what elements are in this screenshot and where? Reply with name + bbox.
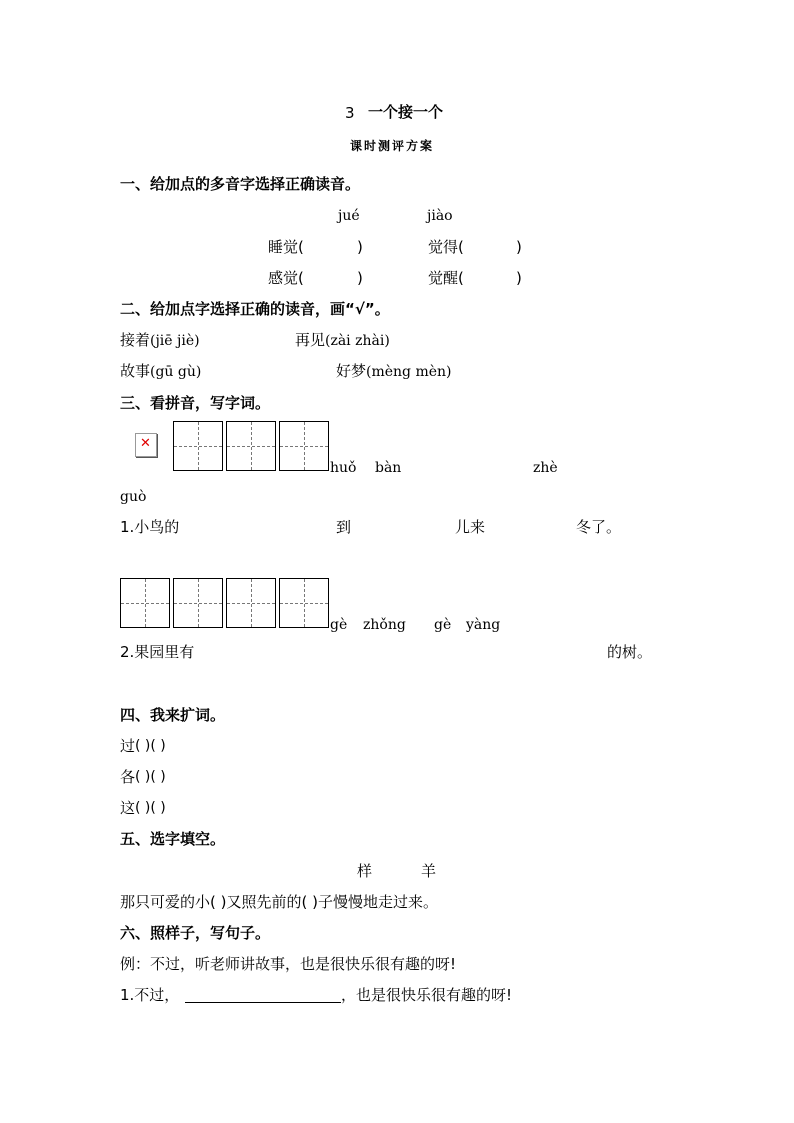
pinyin-ge-2: gè	[434, 617, 452, 633]
word-haomeng: 好梦	[336, 362, 367, 380]
word-juede: 觉得(	[428, 238, 464, 256]
section6-heading: 六、照样子，写句子。	[120, 924, 271, 942]
sentence2-part1: 2.果园里有	[120, 643, 195, 661]
word-zaijian: 再见	[295, 331, 326, 349]
choice-yang-pattern: 样	[357, 862, 373, 880]
choice-yang-sheep: 羊	[421, 862, 437, 880]
sentence1-part1: 1.小鸟的	[120, 518, 180, 536]
expand-blanks[interactable]: ( )( )	[135, 738, 166, 754]
pinyin-huo: huǒ	[330, 460, 357, 476]
close-paren: )	[357, 269, 363, 287]
item-start: 1.不过，	[120, 986, 180, 1004]
fill-sentence: 那只可爱的小( )又照先前的( )子慢慢地走过来。	[120, 893, 438, 911]
broken-image-icon: ✕	[135, 433, 157, 457]
writing-grid-box[interactable]	[226, 578, 276, 628]
section5-heading: 五、选字填空。	[120, 830, 226, 848]
close-paren: )	[516, 238, 522, 256]
expand-char-ge: 各	[120, 768, 136, 786]
close-paren: )	[516, 269, 522, 287]
pinyin-option-jue: jué	[338, 208, 360, 224]
pinyin-guo: guò	[120, 489, 147, 505]
pinyin-zhe: zhè	[533, 460, 558, 476]
writing-grid-box[interactable]	[226, 421, 276, 471]
section4-heading: 四、我来扩词。	[120, 706, 226, 724]
writing-grid-box[interactable]	[279, 421, 329, 471]
writing-grid-box[interactable]	[173, 578, 223, 628]
page-title: 一个接一个	[368, 103, 444, 121]
expand-blanks[interactable]: ( )( )	[135, 769, 166, 785]
sentence1-part2: 到	[336, 518, 352, 536]
writing-grid-box[interactable]	[173, 421, 223, 471]
sentence1-part4: 冬了。	[576, 518, 622, 536]
answer-line[interactable]	[185, 1002, 341, 1003]
sentence2-part2: 的树。	[607, 643, 653, 661]
section3-heading: 三、看拼音，写字词。	[120, 394, 271, 412]
pinyin-yang: yàng	[466, 617, 501, 633]
sentence1-part3: 儿来	[455, 518, 486, 536]
expand-char-zhe: 这	[120, 799, 136, 817]
word-shuijiao: 睡觉(	[268, 238, 304, 256]
word-jiezhe: 接着	[120, 331, 151, 349]
choices-gushi: (gū gù)	[150, 364, 202, 380]
item-end: ，也是很快乐很有趣的呀!	[341, 986, 513, 1004]
writing-grid-box[interactable]	[279, 578, 329, 628]
pinyin-option-jiao: jiào	[427, 208, 453, 224]
word-gushi: 故事	[120, 362, 151, 380]
lesson-number: 3	[345, 104, 355, 122]
section2-heading: 二、给加点字选择正确的读音，画“√”。	[120, 300, 390, 318]
word-ganjue: 感觉(	[268, 269, 304, 287]
pinyin-ban: bàn	[375, 460, 402, 476]
expand-char-guo: 过	[120, 737, 136, 755]
pinyin-zhong: zhǒng	[363, 617, 406, 633]
page-subtitle: 课时测评方案	[350, 139, 435, 153]
section1-heading: 一、给加点的多音字选择正确读音。	[120, 175, 361, 193]
pinyin-ge: gè	[330, 617, 348, 633]
expand-blanks[interactable]: ( )( )	[135, 800, 166, 816]
choices-zaijian: (zài zhài)	[325, 333, 390, 349]
choices-jiezhe: (jiē jiè)	[150, 333, 200, 349]
example-sentence: 例：不过，听老师讲故事，也是很快乐很有趣的呀!	[120, 955, 457, 973]
close-paren: )	[357, 238, 363, 256]
word-juexing: 觉醒(	[428, 269, 464, 287]
writing-grid-box[interactable]	[120, 578, 170, 628]
choices-haomeng: (mèng mèn)	[366, 364, 452, 380]
